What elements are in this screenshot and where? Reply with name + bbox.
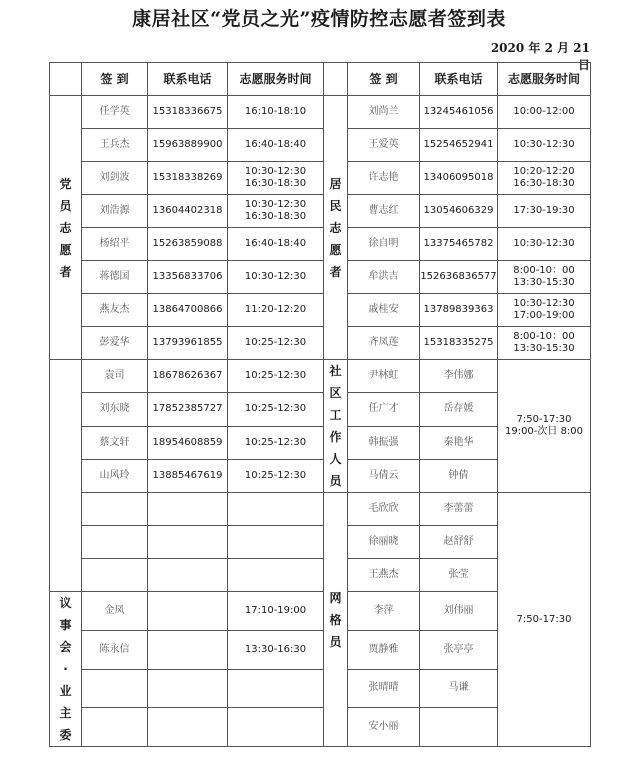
table-row (50, 228, 591, 261)
corner-cell (324, 63, 348, 96)
phone-number: 15318336675 (148, 96, 228, 129)
phone-number: 15963889900 (148, 129, 228, 162)
category-party (50, 96, 82, 360)
time-line: 17:00-19:00 (513, 310, 575, 321)
grid-member-name: 安小丽 (348, 708, 420, 747)
staff-name: 钟倩 (420, 459, 498, 492)
service-time (498, 129, 591, 162)
header-sign: 签 到 (348, 63, 420, 96)
grid-member-name: 马谦 (420, 669, 498, 708)
service-time (228, 708, 324, 747)
phone-number: 13789839363 (420, 294, 498, 327)
service-time (228, 360, 324, 393)
header-phone: 联系电话 (148, 63, 228, 96)
phone-number: 13793961855 (148, 327, 228, 360)
staff-name: 李伟娜 (420, 360, 498, 393)
time-line: 8:00-10：00 (513, 331, 575, 342)
service-time (228, 195, 324, 228)
service-time (498, 195, 591, 228)
header-time: 志愿服务时间 (498, 63, 591, 96)
time-line: 10:30-12:30 (244, 199, 307, 210)
time-line: 19:00-次日 8:00 (504, 426, 584, 437)
volunteer-name: 刘东晓 (82, 393, 148, 426)
time-line: 10:30-12:30 (244, 166, 307, 177)
volunteer-name: 杨绍平 (82, 228, 148, 261)
table-row (50, 96, 591, 129)
service-time (228, 426, 324, 459)
grid-member-name: 赵舒舒 (420, 526, 498, 559)
time-line: 10:25-12:30 (244, 403, 307, 415)
volunteer-name: 蒋德国 (82, 261, 148, 294)
service-time (228, 261, 324, 294)
table-row (50, 162, 591, 195)
corner-cell (50, 63, 82, 96)
grid-member-name: 毛欣欣 (348, 493, 420, 526)
table-row (50, 129, 591, 162)
table-row (50, 327, 591, 360)
volunteer-name: 王兵杰 (82, 129, 148, 162)
category-council (50, 592, 82, 747)
volunteer-name: 袁司 (82, 360, 148, 393)
time-line: 10:00-12:00 (513, 106, 575, 117)
phone-number: 152636836577 (420, 261, 498, 294)
service-time (228, 393, 324, 426)
page-title: 康居社区“党员之光”疫情防控志愿者签到表 (132, 8, 506, 30)
phone-number (148, 592, 228, 631)
table-row (50, 261, 591, 294)
time-line: 16:40-18:40 (244, 139, 307, 150)
service-time (498, 294, 591, 327)
service-time (228, 559, 324, 592)
volunteer-name (82, 526, 148, 559)
volunteer-name: 许志艳 (348, 162, 420, 195)
staff-name: 马倩云 (348, 459, 420, 492)
sign-date: 2020 年 2 月 21 日 (490, 41, 590, 72)
category-resident (324, 96, 348, 360)
volunteer-name (82, 559, 148, 592)
grid-member-name: 徐丽晓 (348, 526, 420, 559)
grid-member-name: 刘伟丽 (420, 592, 498, 631)
staff-name: 任广才 (348, 393, 420, 426)
volunteer-name: 曹志红 (348, 195, 420, 228)
phone-number: 18678626367 (148, 360, 228, 393)
phone-number (148, 559, 228, 592)
table-row (50, 294, 591, 327)
volunteer-name: 蔡文轩 (82, 426, 148, 459)
grid-member-name: 贾静雅 (348, 630, 420, 669)
phone-number: 18954608859 (148, 426, 228, 459)
phone-number: 15318335275 (420, 327, 498, 360)
time-line: 10:30-12:30 (513, 298, 575, 309)
time-line: 11:20-12:20 (244, 304, 307, 315)
volunteer-name: 刘尚兰 (348, 96, 420, 129)
time-line: 13:30-16:30 (244, 643, 307, 655)
phone-number: 13245461056 (420, 96, 498, 129)
signin-table (49, 62, 591, 747)
volunteer-name: 戚桂安 (348, 294, 420, 327)
service-time (228, 630, 324, 669)
phone-number: 13375465782 (420, 228, 498, 261)
phone-number: 17852385727 (148, 393, 228, 426)
service-time (228, 228, 324, 261)
time-line: 10:25-12:30 (244, 436, 307, 448)
time-line: 17:30-19:30 (513, 205, 575, 216)
grid-member-name: 张晴晴 (348, 669, 420, 708)
phone-number (148, 708, 228, 747)
service-time (228, 526, 324, 559)
phone-number: 15254652941 (420, 129, 498, 162)
service-time (228, 493, 324, 526)
staff-name: 岳存媛 (420, 393, 498, 426)
time-line: 10:20-12:20 (513, 166, 575, 177)
volunteer-name: 彭爱华 (82, 327, 148, 360)
phone-number: 13356833706 (148, 261, 228, 294)
volunteer-name: 金凤 (82, 592, 148, 631)
category-grid (324, 493, 348, 747)
phone-number: 13054606329 (420, 195, 498, 228)
header-phone: 联系电话 (420, 63, 498, 96)
phone-number: 13604402318 (148, 195, 228, 228)
table-row (50, 360, 591, 393)
time-line: 10:25-12:30 (244, 370, 307, 382)
phone-number: 13885467619 (148, 459, 228, 492)
header-time: 志愿服务时间 (228, 63, 324, 96)
header-sign: 签 到 (82, 63, 148, 96)
volunteer-name: 燕友杰 (82, 294, 148, 327)
phone-number (148, 526, 228, 559)
staff-name: 韩振强 (348, 426, 420, 459)
category-label: 议事会·业主委 (59, 596, 72, 742)
community-service-time (498, 360, 591, 493)
service-time (228, 459, 324, 492)
grid-member-name (420, 708, 498, 747)
time-line: 10:25-12:30 (244, 469, 307, 481)
service-time (228, 162, 324, 195)
time-line: 17:10-19:00 (244, 604, 307, 616)
grid-member-name: 王燕杰 (348, 559, 420, 592)
service-time (228, 592, 324, 631)
grid-member-name: 张莹 (420, 559, 498, 592)
time-line: 16:10-18:10 (244, 106, 307, 117)
service-time (498, 228, 591, 261)
time-line: 10:30-12:30 (244, 271, 307, 282)
service-time (228, 129, 324, 162)
service-time (228, 96, 324, 129)
phone-number: 15263859088 (148, 228, 228, 261)
category-label: 居民志愿者 (329, 176, 342, 279)
category-label: 社区工作人员 (329, 364, 342, 488)
volunteer-name (82, 708, 148, 747)
volunteer-name: 牟洪吉 (348, 261, 420, 294)
time-line: 7:50-17:30 (516, 414, 572, 425)
volunteer-name: 齐凤莲 (348, 327, 420, 360)
service-time (228, 669, 324, 708)
phone-number: 15318338269 (148, 162, 228, 195)
phone-number (148, 669, 228, 708)
service-time (498, 261, 591, 294)
service-time (498, 96, 591, 129)
time-line: 16:40-18:40 (244, 238, 307, 249)
time-line: 13:30-15:30 (513, 343, 575, 354)
time-line: 13:30-15:30 (513, 277, 575, 288)
grid-member-name: 李蕾蕾 (420, 493, 498, 526)
category-community (324, 360, 348, 493)
table-row (50, 195, 591, 228)
volunteer-name: 任学英 (82, 96, 148, 129)
category-blank (50, 360, 82, 592)
header-row (50, 63, 591, 96)
volunteer-name: 王爱英 (348, 129, 420, 162)
phone-number: 13864700866 (148, 294, 228, 327)
grid-service-time: 7:50-17:30 (498, 493, 591, 747)
volunteer-name (82, 493, 148, 526)
grid-member-name: 李萍 (348, 592, 420, 631)
staff-name: 尹林虹 (348, 360, 420, 393)
volunteer-name (82, 669, 148, 708)
volunteer-name: 山风玲 (82, 459, 148, 492)
phone-number (148, 630, 228, 669)
volunteer-name: 徐自明 (348, 228, 420, 261)
volunteer-name: 陈永信 (82, 630, 148, 669)
phone-number (148, 493, 228, 526)
service-time (228, 294, 324, 327)
service-time (498, 327, 591, 360)
service-time (228, 327, 324, 360)
time-line: 10:30-12:30 (513, 238, 575, 249)
grid-member-name: 张亭亭 (420, 630, 498, 669)
time-line: 10:30-12:30 (513, 139, 575, 150)
staff-name: 秦艳华 (420, 426, 498, 459)
service-time (498, 162, 591, 195)
volunteer-name: 刘浩源 (82, 195, 148, 228)
category-label: 党员志愿者 (59, 176, 72, 279)
time-line: 16:30-18:30 (244, 211, 307, 222)
phone-number: 13406095018 (420, 162, 498, 195)
time-line: 16:30-18:30 (244, 178, 307, 189)
category-label: 网格员 (329, 590, 342, 649)
time-line: 16:30-18:30 (513, 178, 575, 189)
volunteer-name: 刘剑波 (82, 162, 148, 195)
time-line: 10:25-12:30 (244, 337, 307, 348)
time-line: 8:00-10：00 (513, 265, 575, 276)
table-row (50, 493, 591, 526)
